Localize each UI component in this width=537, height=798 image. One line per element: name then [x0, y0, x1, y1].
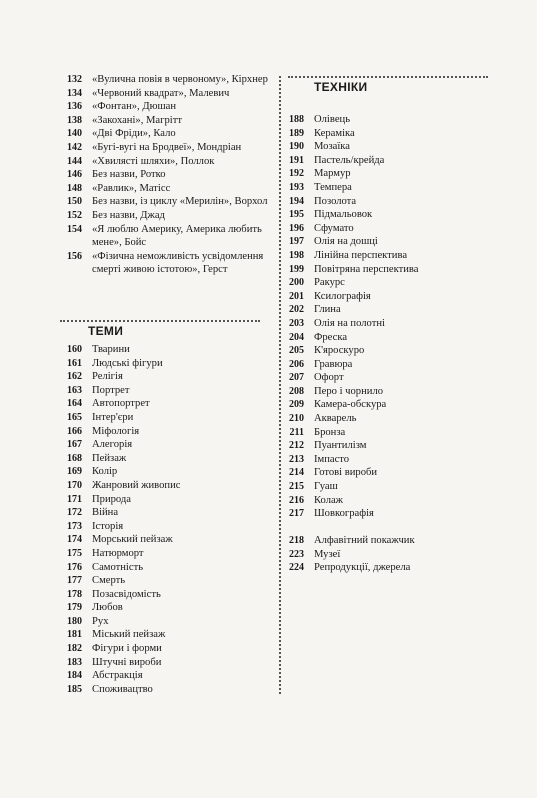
entry-title: Історія	[92, 520, 124, 532]
entry-title: Олівець	[314, 114, 351, 125]
entry-title: Позолота	[314, 195, 357, 207]
page-number: 214	[289, 467, 304, 479]
toc-entry	[282, 113, 497, 127]
toc-entry	[60, 343, 275, 357]
toc-entry	[282, 507, 497, 521]
toc-entry	[282, 167, 497, 181]
entry-title: Людські фігури	[92, 357, 163, 369]
page-number: 205	[289, 345, 304, 357]
toc-entry	[282, 466, 497, 480]
page-number: 161	[67, 357, 82, 369]
entry-title: Морський пейзаж	[92, 534, 173, 546]
techniques-list	[282, 113, 497, 521]
entry-title: Підмальовок	[314, 209, 373, 221]
entry-title: «Фізична неможливість усвідомлення смерті живою істотою», Герст	[92, 250, 264, 276]
toc-entry	[60, 493, 275, 507]
entry-title: Автопортрет	[92, 398, 150, 410]
entry-title: Інтер'єри	[92, 411, 134, 423]
page-number: 162	[67, 371, 82, 383]
page-number: 152	[67, 209, 82, 221]
toc-entry	[282, 453, 497, 467]
toc-entry	[60, 223, 275, 250]
page-number: 132	[67, 74, 82, 85]
page-number: 166	[67, 425, 82, 437]
entry-title: Ксилографія	[314, 290, 371, 302]
techniques-divider	[288, 76, 488, 78]
entry-title: Пуантилізм	[314, 440, 367, 452]
entry-title: Релігія	[92, 371, 123, 383]
entry-title: Олія на полотні	[314, 317, 385, 329]
toc-entry	[60, 506, 275, 520]
toc-entry	[282, 208, 497, 222]
toc-entry	[60, 114, 275, 128]
page-number: 206	[289, 358, 304, 370]
entry-title: Гравюра	[314, 358, 353, 370]
toc-entry	[60, 155, 275, 169]
page-number: 207	[289, 372, 304, 384]
page-number: 201	[289, 290, 304, 302]
page-number: 194	[289, 195, 304, 207]
entry-title: Фреска	[314, 331, 348, 343]
page-number: 200	[289, 277, 304, 289]
page-number: 168	[67, 452, 82, 464]
page-number: 202	[289, 304, 304, 316]
page-number: 134	[67, 87, 82, 99]
themes-list	[60, 343, 275, 696]
toc-entry	[60, 411, 275, 425]
entry-title: Смерть	[92, 575, 126, 587]
toc-entry	[60, 588, 275, 602]
entry-title: «Равлик», Матісс	[92, 182, 171, 194]
entry-title: Натюрморт	[92, 547, 144, 559]
toc-entry	[60, 182, 275, 196]
toc-entry	[282, 140, 497, 154]
page-number: 179	[67, 602, 82, 614]
page-number: 198	[289, 249, 304, 261]
entry-title: Фігури і форми	[92, 643, 162, 655]
entry-title: Без назви, Джад	[92, 209, 165, 221]
page-number: 212	[289, 440, 304, 452]
toc-entry	[60, 425, 275, 439]
toc-entry	[60, 100, 275, 114]
entry-title: Глина	[314, 304, 341, 316]
toc-entry	[60, 574, 275, 588]
entry-title: «Вулична повія в червоному», Кірхнер	[92, 74, 268, 85]
entry-title: Гуаш	[314, 481, 338, 493]
entry-title: Алегорія	[92, 439, 133, 451]
page-number: 211	[289, 426, 304, 438]
toc-entry	[282, 534, 497, 548]
toc-entry	[282, 371, 497, 385]
page-number: 174	[67, 534, 82, 546]
toc-entry	[60, 141, 275, 155]
toc-entry	[60, 384, 275, 398]
toc-entry	[60, 520, 275, 534]
page-number: 148	[67, 182, 82, 194]
toc-entry	[60, 168, 275, 182]
entry-title: «Хвилясті шляхи», Поллок	[92, 155, 215, 167]
entry-title: Ракурс	[314, 277, 345, 289]
toc-entry	[282, 263, 497, 277]
entry-title: Кераміка	[314, 127, 355, 139]
toc-entry	[60, 127, 275, 141]
entry-title: Акварель	[314, 413, 357, 425]
page-number: 181	[67, 629, 82, 641]
page-number: 208	[289, 385, 304, 397]
page-number: 142	[67, 141, 82, 153]
toc-entry	[282, 412, 497, 426]
entry-title: Темпера	[314, 181, 352, 193]
toc-entry	[282, 317, 497, 331]
toc-entry	[282, 480, 497, 494]
toc-entry	[60, 683, 275, 697]
page-number: 140	[67, 128, 82, 140]
page-number: 183	[67, 656, 82, 668]
entry-title: Споживацтво	[92, 683, 153, 695]
page-number: 176	[67, 561, 82, 573]
page-number: 182	[67, 643, 82, 655]
entry-title: Офорт	[314, 372, 344, 384]
entry-title: Штучні вироби	[92, 656, 162, 668]
themes-heading: ТЕМИ	[88, 324, 124, 338]
toc-entry	[282, 439, 497, 453]
toc-entry	[60, 479, 275, 493]
entry-title: «Фонтан», Дюшан	[92, 101, 177, 113]
entry-title: «Дві Фріди», Кало	[92, 128, 176, 140]
page-number: 167	[67, 439, 82, 451]
toc-entry	[60, 87, 275, 101]
page-number: 196	[289, 222, 304, 234]
entry-title: Природа	[92, 493, 131, 505]
column-divider	[279, 76, 281, 694]
toc-entry	[282, 426, 497, 440]
entry-title: Рух	[92, 615, 109, 627]
toc-entry	[60, 561, 275, 575]
entry-title: Жанровий живопис	[92, 479, 181, 491]
page-number: 224	[289, 562, 304, 574]
toc-entry	[282, 127, 497, 141]
toc-entry	[282, 235, 497, 249]
toc-entry	[282, 344, 497, 358]
entry-title: Пастель/крейда	[314, 154, 385, 166]
page-number: 180	[67, 615, 82, 627]
toc-entry	[60, 357, 275, 371]
page-number: 209	[289, 399, 304, 411]
page-number: 173	[67, 520, 82, 532]
toc-entry	[60, 370, 275, 384]
toc-entry	[282, 398, 497, 412]
page-number: 150	[67, 196, 82, 208]
page-number: 164	[67, 398, 82, 410]
page-number: 144	[67, 155, 82, 167]
entry-title: К'яроскуро	[314, 345, 365, 357]
page-number: 136	[67, 101, 82, 113]
page-number: 171	[67, 493, 82, 505]
page-number: 169	[67, 466, 82, 478]
toc-entry	[60, 452, 275, 466]
page-number: 223	[289, 548, 304, 560]
toc-entry	[60, 73, 275, 87]
toc-entry	[282, 222, 497, 236]
techniques-heading: ТЕХНІКИ	[314, 80, 368, 94]
entry-title: Репродукції, джерела	[314, 562, 411, 574]
toc-entry	[282, 385, 497, 399]
entry-title: Міфологія	[92, 425, 140, 437]
page-number: 216	[289, 494, 304, 506]
toc-entry	[60, 438, 275, 452]
entry-title: Алфавітний покажчик	[314, 535, 415, 546]
entry-title: Міський пейзаж	[92, 629, 166, 641]
page-number: 204	[289, 331, 304, 343]
toc-entry	[60, 601, 275, 615]
toc-entry	[282, 561, 497, 575]
page-number: 190	[289, 141, 304, 153]
toc-entry	[282, 195, 497, 209]
toc-entry	[282, 494, 497, 508]
page-number: 213	[289, 453, 304, 465]
entry-title: «Червоний квадрат», Малевич	[92, 87, 230, 99]
entry-title: Без назви, Ротко	[92, 169, 166, 181]
entry-title: Камера-обскура	[314, 399, 387, 411]
toc-entry	[60, 397, 275, 411]
entry-title: Повітряна перспектива	[314, 263, 419, 275]
entry-title: Без назви, із циклу «Мерилін», Ворхол	[92, 196, 268, 208]
page-number: 215	[289, 481, 304, 493]
page-number: 170	[67, 479, 82, 491]
entry-title: Позасвідомість	[92, 588, 161, 600]
entry-title: Портрет	[92, 384, 130, 396]
toc-entry	[60, 656, 275, 670]
entry-title: Лінійна перспектива	[314, 249, 408, 261]
toc-entry	[282, 548, 497, 562]
page-number: 189	[289, 127, 304, 139]
entry-title: Олія на дошці	[314, 236, 378, 248]
page-number: 199	[289, 263, 304, 275]
entry-title: Війна	[92, 507, 119, 519]
page-number: 197	[289, 236, 304, 248]
toc-entry	[60, 628, 275, 642]
toc-entry	[60, 250, 275, 277]
page-number: 188	[289, 114, 304, 125]
page-number: 178	[67, 588, 82, 600]
toc-entry	[60, 209, 275, 223]
toc-entry	[60, 465, 275, 479]
page-number: 203	[289, 317, 304, 329]
entry-title: Колір	[92, 466, 118, 478]
page-number: 218	[289, 535, 304, 546]
page-number: 191	[289, 154, 304, 166]
entry-title: Любов	[92, 602, 123, 614]
toc-entry	[60, 547, 275, 561]
page-number: 217	[289, 508, 304, 520]
toc-entry	[282, 276, 497, 290]
entry-title: «Я люблю Америку, Америка любить мене», Бойс	[92, 223, 262, 249]
page-number: 138	[67, 114, 82, 126]
page-number: 163	[67, 384, 82, 396]
page-number: 154	[67, 223, 82, 235]
entry-title: «Бугі-вугі на Бродвеї», Мондріан	[92, 141, 242, 153]
entry-title: «Закохані», Магрітт	[92, 114, 182, 126]
page-number: 184	[67, 670, 82, 682]
toc-entry	[60, 195, 275, 209]
toc-entry	[60, 615, 275, 629]
entry-title: Пейзаж	[92, 452, 127, 464]
entry-title: Імпасто	[314, 453, 350, 465]
entry-title: Шовкографія	[314, 508, 374, 520]
toc-entry	[282, 303, 497, 317]
toc-entry	[60, 533, 275, 547]
artworks-list	[60, 73, 275, 277]
page-number: 175	[67, 547, 82, 559]
entry-title: Мармур	[314, 168, 351, 180]
themes-divider	[60, 320, 260, 322]
entry-title: Музеї	[314, 548, 341, 560]
entry-title: Перо і чорнило	[314, 385, 384, 397]
toc-entry	[282, 249, 497, 263]
entry-title: Тварини	[92, 344, 130, 355]
page-number: 185	[67, 683, 82, 695]
page-number: 195	[289, 209, 304, 221]
entry-title: Колаж	[314, 494, 344, 506]
appendix-list	[282, 534, 497, 575]
page-number: 146	[67, 169, 82, 181]
toc-entry	[282, 154, 497, 168]
entry-title: Самотність	[92, 561, 144, 573]
entry-title: Сфумато	[314, 222, 354, 234]
entry-title: Бронза	[314, 426, 346, 438]
page-number: 192	[289, 168, 304, 180]
entry-title: Абстракція	[92, 670, 143, 682]
entry-title: Мозаїка	[314, 141, 350, 153]
toc-entry	[282, 181, 497, 195]
toc-entry	[60, 669, 275, 683]
toc-entry	[282, 358, 497, 372]
toc-entry	[60, 642, 275, 656]
page-number: 210	[289, 413, 304, 425]
page-number: 177	[67, 575, 82, 587]
page-number: 172	[67, 507, 82, 519]
entry-title: Готові вироби	[314, 467, 378, 479]
page-number: 165	[67, 411, 82, 423]
page-number: 156	[67, 250, 82, 262]
toc-entry	[282, 290, 497, 304]
page-number: 193	[289, 181, 304, 193]
page-number: 160	[67, 344, 82, 355]
toc-entry	[282, 331, 497, 345]
